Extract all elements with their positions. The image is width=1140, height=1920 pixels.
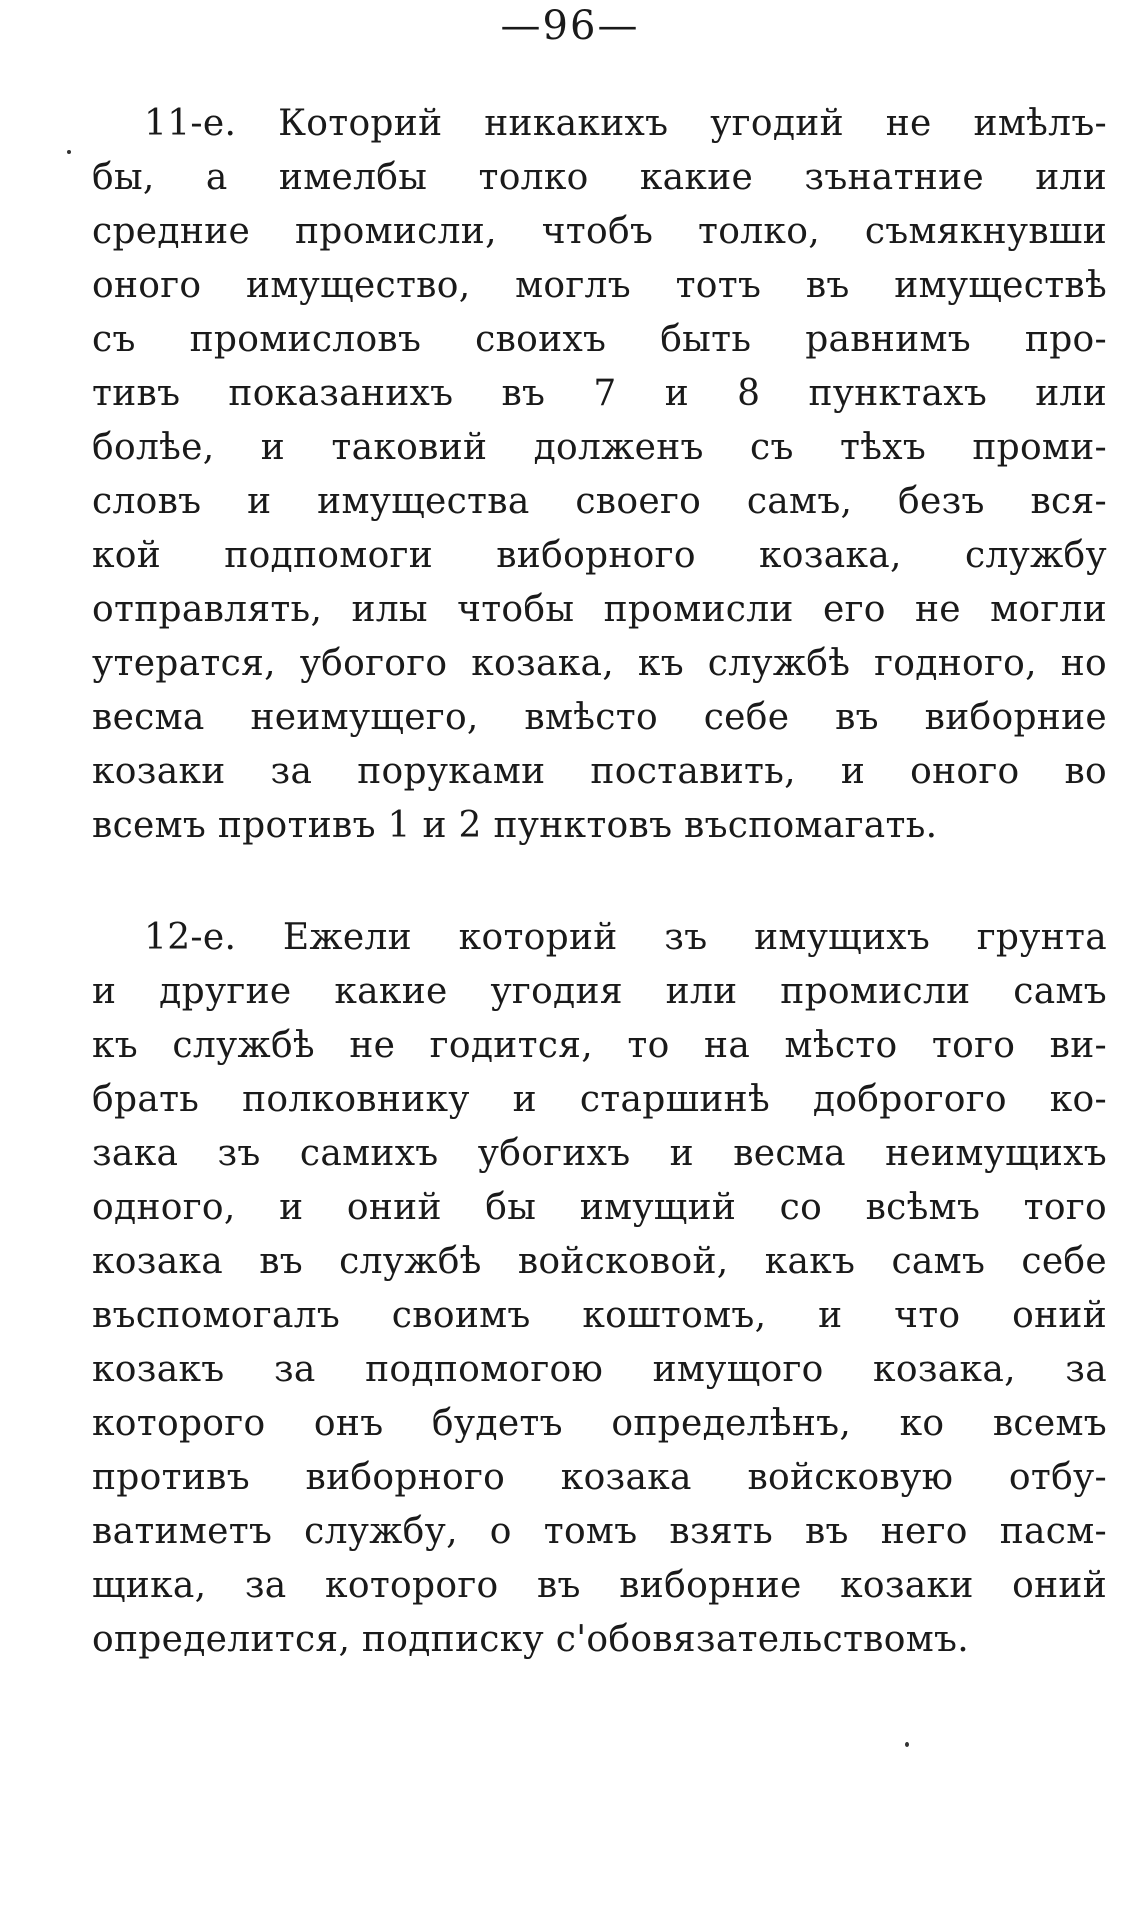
page-number: —96— xyxy=(500,3,640,49)
text-line: утератся, убогого козака, къ службѣ годного, но xyxy=(92,643,1107,684)
text-line: средние промисли, чтобъ толко, съмякнувши xyxy=(92,211,1107,252)
text-line: козака въ службѣ войсковой, какъ самъ себе xyxy=(92,1241,1107,1282)
text-line: 11-е. Которий никакихъ угодий не имѣлъ- xyxy=(144,103,1107,144)
text-line: одного, и оний бы имущий со всѣмъ того xyxy=(92,1187,1107,1228)
text-line: ватиметъ службу, о томъ взять въ него пасм- xyxy=(92,1511,1107,1552)
text-line: брать полковнику и старшинѣ доброгого ко- xyxy=(92,1079,1107,1120)
text-line: и другие какие угодия или промисли самъ xyxy=(92,971,1107,1012)
text-line: всемъ противъ 1 и 2 пунктовъ въспомагать. xyxy=(92,805,938,846)
text-line: болѣе, и таковий долженъ съ тѣхъ проми- xyxy=(92,427,1107,468)
text-line: оного имущество, моглъ тотъ въ имуществѣ xyxy=(92,265,1107,306)
text-line: козакъ за подпомогою имущого козака, за xyxy=(92,1349,1107,1390)
text-line: зака зъ самихъ убогихъ и весма неимущихъ xyxy=(92,1133,1107,1174)
text-line: 12-е. Ежели которий зъ имущихъ грунта xyxy=(144,917,1107,958)
text-line: къ службѣ не годится, то на мѣсто того ви- xyxy=(92,1025,1107,1066)
text-line: словъ и имущества своего самъ, безъ вся- xyxy=(92,481,1107,522)
text-line: въспомогалъ своимъ коштомъ, и что оний xyxy=(92,1295,1107,1336)
text-line: отправлять, илы чтобы промисли его не могли xyxy=(92,589,1107,630)
print-speck xyxy=(905,1742,909,1747)
text-line: щика, за которого въ виборние козаки оний xyxy=(92,1565,1107,1606)
print-speck xyxy=(67,150,71,154)
paragraph-11 xyxy=(92,97,1107,853)
text-line: определится, подписку с'обовязательствомъ. xyxy=(92,1619,969,1660)
text-line: бы, а имелбы толко какие зънатние или xyxy=(92,157,1107,198)
text-line: кой подпомоги виборного козака, службу xyxy=(92,535,1107,576)
text-line: противъ виборного козака войсковую отбу- xyxy=(92,1457,1107,1498)
text-line: которого онъ будетъ определѣнъ, ко всемъ xyxy=(92,1403,1107,1444)
text-line: съ промисловъ своихъ быть равнимъ про- xyxy=(92,319,1107,360)
paragraph-12 xyxy=(92,911,1107,1667)
text-line: козаки за поруками поставить, и оного во xyxy=(92,751,1107,792)
text-line: весма неимущего, вмѣсто себе въ виборние xyxy=(92,697,1107,738)
text-line: тивъ показанихъ въ 7 и 8 пунктахъ или xyxy=(92,373,1107,414)
